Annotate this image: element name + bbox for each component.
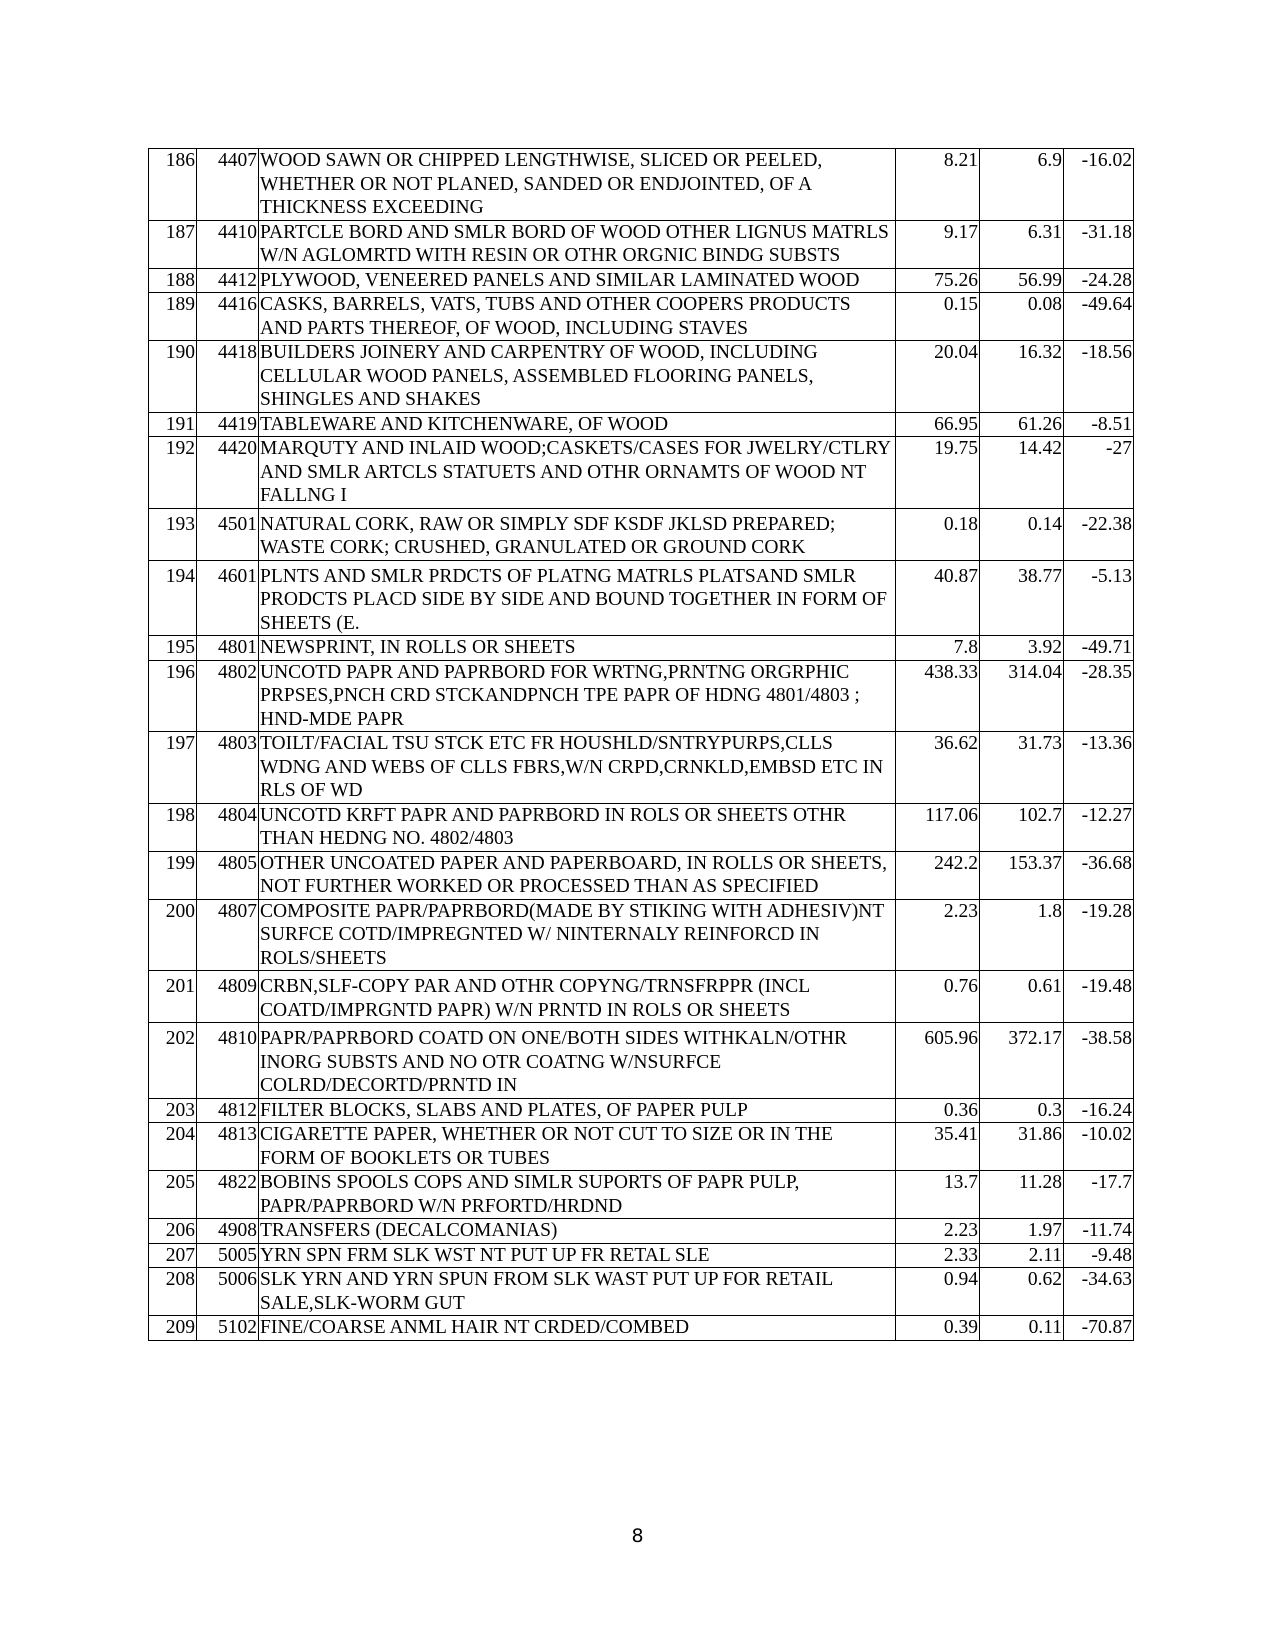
value-2-cell: 372.17 (980, 1023, 1064, 1099)
value-2-cell: 56.99 (980, 268, 1064, 293)
value-1-cell: 2.23 (896, 1219, 980, 1244)
value-1-cell: 19.75 (896, 437, 980, 509)
serial-number-cell: 199 (149, 851, 197, 899)
percent-change-cell: -24.28 (1064, 268, 1134, 293)
value-1-cell: 36.62 (896, 732, 980, 804)
hs-code-cell: 4801 (197, 636, 259, 661)
value-2-cell: 2.11 (980, 1243, 1064, 1268)
serial-number-cell: 205 (149, 1171, 197, 1219)
description-cell: NATURAL CORK, RAW OR SIMPLY SDF KSDF JKLSD PREPARED; WASTE CORK; CRUSHED, GRANULATED OR GROUND CORK (259, 508, 896, 560)
table-row (149, 149, 1134, 221)
table-row (149, 803, 1134, 851)
hs-code-cell: 4803 (197, 732, 259, 804)
percent-change-cell: -16.02 (1064, 149, 1134, 221)
table-row (149, 1023, 1134, 1099)
table-row (149, 1219, 1134, 1244)
value-2-cell: 1.8 (980, 899, 1064, 971)
serial-number-cell: 193 (149, 508, 197, 560)
table-row (149, 508, 1134, 560)
serial-number-cell: 204 (149, 1123, 197, 1171)
percent-change-cell: -70.87 (1064, 1316, 1134, 1341)
percent-change-cell: -8.51 (1064, 412, 1134, 437)
hs-code-cell: 4812 (197, 1098, 259, 1123)
serial-number-cell: 188 (149, 268, 197, 293)
serial-number-cell: 194 (149, 560, 197, 636)
value-2-cell: 153.37 (980, 851, 1064, 899)
value-2-cell: 61.26 (980, 412, 1064, 437)
hs-code-cell: 4418 (197, 341, 259, 413)
description-cell: NEWSPRINT, IN ROLLS OR SHEETS (259, 636, 896, 661)
description-cell: PLYWOOD, VENEERED PANELS AND SIMILAR LAMINATED WOOD (259, 268, 896, 293)
commodity-table (148, 148, 1134, 1341)
value-1-cell: 13.7 (896, 1171, 980, 1219)
percent-change-cell: -19.48 (1064, 971, 1134, 1023)
hs-code-cell: 4419 (197, 412, 259, 437)
hs-code-cell: 4802 (197, 660, 259, 732)
value-1-cell: 35.41 (896, 1123, 980, 1171)
value-1-cell: 2.23 (896, 899, 980, 971)
value-1-cell: 40.87 (896, 560, 980, 636)
value-1-cell: 0.15 (896, 293, 980, 341)
serial-number-cell: 209 (149, 1316, 197, 1341)
percent-change-cell: -9.48 (1064, 1243, 1134, 1268)
table-row (149, 660, 1134, 732)
value-2-cell: 31.86 (980, 1123, 1064, 1171)
table-row (149, 341, 1134, 413)
percent-change-cell: -34.63 (1064, 1268, 1134, 1316)
value-1-cell: 0.94 (896, 1268, 980, 1316)
serial-number-cell: 187 (149, 220, 197, 268)
serial-number-cell: 208 (149, 1268, 197, 1316)
percent-change-cell: -17.7 (1064, 1171, 1134, 1219)
value-1-cell: 438.33 (896, 660, 980, 732)
table-row (149, 437, 1134, 509)
description-cell: MARQUTY AND INLAID WOOD;CASKETS/CASES FOR JWELRY/CTLRY AND SMLR ARTCLS STATUETS AND OTHR ORNAMTS OF WOOD NT FALLNG I (259, 437, 896, 509)
value-1-cell: 20.04 (896, 341, 980, 413)
value-1-cell: 0.18 (896, 508, 980, 560)
table-row (149, 1171, 1134, 1219)
hs-code-cell: 4407 (197, 149, 259, 221)
description-cell: PAPR/PAPRBORD COATD ON ONE/BOTH SIDES WITHKALN/OTHR INORG SUBSTS AND NO OTR COATNG W/NSURFCE COLRD/DECORTD/PRNTD IN (259, 1023, 896, 1099)
value-2-cell: 31.73 (980, 732, 1064, 804)
value-2-cell: 6.9 (980, 149, 1064, 221)
value-1-cell: 117.06 (896, 803, 980, 851)
hs-code-cell: 4416 (197, 293, 259, 341)
serial-number-cell: 202 (149, 1023, 197, 1099)
value-2-cell: 0.62 (980, 1268, 1064, 1316)
table-row (149, 1243, 1134, 1268)
percent-change-cell: -18.56 (1064, 341, 1134, 413)
percent-change-cell: -13.36 (1064, 732, 1134, 804)
description-cell: UNCOTD KRFT PAPR AND PAPRBORD IN ROLS OR SHEETS OTHR THAN HEDNG NO. 4802/4803 (259, 803, 896, 851)
hs-code-cell: 4420 (197, 437, 259, 509)
description-cell: BUILDERS JOINERY AND CARPENTRY OF WOOD, INCLUDING CELLULAR WOOD PANELS, ASSEMBLED FLOORING PANELS, SHINGLES AND SHAKES (259, 341, 896, 413)
value-1-cell: 75.26 (896, 268, 980, 293)
percent-change-cell: -27 (1064, 437, 1134, 509)
description-cell: TRANSFERS (DECALCOMANIAS) (259, 1219, 896, 1244)
serial-number-cell: 189 (149, 293, 197, 341)
description-cell: UNCOTD PAPR AND PAPRBORD FOR WRTNG,PRNTNG ORGRPHIC PRPSES,PNCH CRD STCKANDPNCH TPE PAPR OF HDNG 4801/4803 ; HND-MDE PAPR (259, 660, 896, 732)
value-2-cell: 11.28 (980, 1171, 1064, 1219)
value-1-cell: 66.95 (896, 412, 980, 437)
table-row (149, 1268, 1134, 1316)
hs-code-cell: 5006 (197, 1268, 259, 1316)
description-cell: BOBINS SPOOLS COPS AND SIMLR SUPORTS OF PAPR PULP, PAPR/PAPRBORD W/N PRFORTD/HRDND (259, 1171, 896, 1219)
value-2-cell: 14.42 (980, 437, 1064, 509)
table-row (149, 268, 1134, 293)
percent-change-cell: -49.64 (1064, 293, 1134, 341)
description-cell: FINE/COARSE ANML HAIR NT CRDED/COMBED (259, 1316, 896, 1341)
serial-number-cell: 207 (149, 1243, 197, 1268)
hs-code-cell: 4807 (197, 899, 259, 971)
value-2-cell: 0.61 (980, 971, 1064, 1023)
description-cell: PLNTS AND SMLR PRDCTS OF PLATNG MATRLS PLATSAND SMLR PRODCTS PLACD SIDE BY SIDE AND BOUND TOGETHER IN FORM OF SHEETS (E. (259, 560, 896, 636)
hs-code-cell: 4813 (197, 1123, 259, 1171)
percent-change-cell: -11.74 (1064, 1219, 1134, 1244)
percent-change-cell: -31.18 (1064, 220, 1134, 268)
value-1-cell: 0.76 (896, 971, 980, 1023)
serial-number-cell: 196 (149, 660, 197, 732)
table-row (149, 1316, 1134, 1341)
value-1-cell: 242.2 (896, 851, 980, 899)
value-1-cell: 605.96 (896, 1023, 980, 1099)
hs-code-cell: 4805 (197, 851, 259, 899)
value-1-cell: 0.36 (896, 1098, 980, 1123)
table-row (149, 1123, 1134, 1171)
serial-number-cell: 190 (149, 341, 197, 413)
value-2-cell: 6.31 (980, 220, 1064, 268)
page-number: 8 (631, 1525, 644, 1547)
description-cell: WOOD SAWN OR CHIPPED LENGTHWISE, SLICED OR PEELED, WHETHER OR NOT PLANED, SANDED OR ENDJOINTED, OF A THICKNESS EXCEEDING (259, 149, 896, 221)
hs-code-cell: 4822 (197, 1171, 259, 1219)
table-row (149, 971, 1134, 1023)
table-row (149, 732, 1134, 804)
description-cell: FILTER BLOCKS, SLABS AND PLATES, OF PAPER PULP (259, 1098, 896, 1123)
value-2-cell: 314.04 (980, 660, 1064, 732)
hs-code-cell: 4809 (197, 971, 259, 1023)
table-row (149, 220, 1134, 268)
value-2-cell: 1.97 (980, 1219, 1064, 1244)
value-2-cell: 16.32 (980, 341, 1064, 413)
description-cell: TOILT/FACIAL TSU STCK ETC FR HOUSHLD/SNTRYPURPS,CLLS WDNG AND WEBS OF CLLS FBRS,W/N CRPD,CRNKLD,EMBSD ETC IN RLS OF WD (259, 732, 896, 804)
serial-number-cell: 197 (149, 732, 197, 804)
value-1-cell: 9.17 (896, 220, 980, 268)
description-cell: YRN SPN FRM SLK WST NT PUT UP FR RETAL SLE (259, 1243, 896, 1268)
table-row (149, 293, 1134, 341)
table-row (149, 1098, 1134, 1123)
percent-change-cell: -36.68 (1064, 851, 1134, 899)
percent-change-cell: -10.02 (1064, 1123, 1134, 1171)
hs-code-cell: 4601 (197, 560, 259, 636)
percent-change-cell: -12.27 (1064, 803, 1134, 851)
description-cell: SLK YRN AND YRN SPUN FROM SLK WAST PUT UP FOR RETAIL SALE,SLK-WORM GUT (259, 1268, 896, 1316)
value-2-cell: 0.11 (980, 1316, 1064, 1341)
serial-number-cell: 191 (149, 412, 197, 437)
hs-code-cell: 5005 (197, 1243, 259, 1268)
hs-code-cell: 4810 (197, 1023, 259, 1099)
table-row (149, 560, 1134, 636)
serial-number-cell: 203 (149, 1098, 197, 1123)
serial-number-cell: 198 (149, 803, 197, 851)
description-cell: PARTCLE BORD AND SMLR BORD OF WOOD OTHER LIGNUS MATRLS W/N AGLOMRTD WITH RESIN OR OTHR ORGNIC BINDG SUBSTS (259, 220, 896, 268)
description-cell: CIGARETTE PAPER, WHETHER OR NOT CUT TO SIZE OR IN THE FORM OF BOOKLETS OR TUBES (259, 1123, 896, 1171)
serial-number-cell: 201 (149, 971, 197, 1023)
serial-number-cell: 192 (149, 437, 197, 509)
value-2-cell: 0.08 (980, 293, 1064, 341)
table-row (149, 412, 1134, 437)
value-1-cell: 2.33 (896, 1243, 980, 1268)
hs-code-cell: 5102 (197, 1316, 259, 1341)
table-body (149, 149, 1134, 1341)
value-2-cell: 102.7 (980, 803, 1064, 851)
hs-code-cell: 4908 (197, 1219, 259, 1244)
percent-change-cell: -49.71 (1064, 636, 1134, 661)
description-cell: CASKS, BARRELS, VATS, TUBS AND OTHER COOPERS PRODUCTS AND PARTS THEREOF, OF WOOD, INCLUDING STAVES (259, 293, 896, 341)
percent-change-cell: -16.24 (1064, 1098, 1134, 1123)
serial-number-cell: 186 (149, 149, 197, 221)
value-1-cell: 0.39 (896, 1316, 980, 1341)
percent-change-cell: -19.28 (1064, 899, 1134, 971)
hs-code-cell: 4412 (197, 268, 259, 293)
value-2-cell: 3.92 (980, 636, 1064, 661)
hs-code-cell: 4501 (197, 508, 259, 560)
serial-number-cell: 200 (149, 899, 197, 971)
value-2-cell: 38.77 (980, 560, 1064, 636)
value-1-cell: 8.21 (896, 149, 980, 221)
table-row (149, 851, 1134, 899)
serial-number-cell: 195 (149, 636, 197, 661)
hs-code-cell: 4410 (197, 220, 259, 268)
value-1-cell: 7.8 (896, 636, 980, 661)
value-2-cell: 0.3 (980, 1098, 1064, 1123)
value-2-cell: 0.14 (980, 508, 1064, 560)
percent-change-cell: -5.13 (1064, 560, 1134, 636)
serial-number-cell: 206 (149, 1219, 197, 1244)
description-cell: TABLEWARE AND KITCHENWARE, OF WOOD (259, 412, 896, 437)
description-cell: CRBN,SLF-COPY PAR AND OTHR COPYNG/TRNSFRPPR (INCL COATD/IMPRGNTD PAPR) W/N PRNTD IN ROLS OR SHEETS (259, 971, 896, 1023)
description-cell: OTHER UNCOATED PAPER AND PAPERBOARD, IN ROLLS OR SHEETS, NOT FURTHER WORKED OR PROCESSED THAN AS SPECIFIED (259, 851, 896, 899)
percent-change-cell: -22.38 (1064, 508, 1134, 560)
percent-change-cell: -28.35 (1064, 660, 1134, 732)
description-cell: COMPOSITE PAPR/PAPRBORD(MADE BY STIKING WITH ADHESIV)NT SURFCE COTD/IMPREGNTED W/ NINTERNALY REINFORCD IN ROLS/SHEETS (259, 899, 896, 971)
hs-code-cell: 4804 (197, 803, 259, 851)
table-row (149, 636, 1134, 661)
percent-change-cell: -38.58 (1064, 1023, 1134, 1099)
table-row (149, 899, 1134, 971)
